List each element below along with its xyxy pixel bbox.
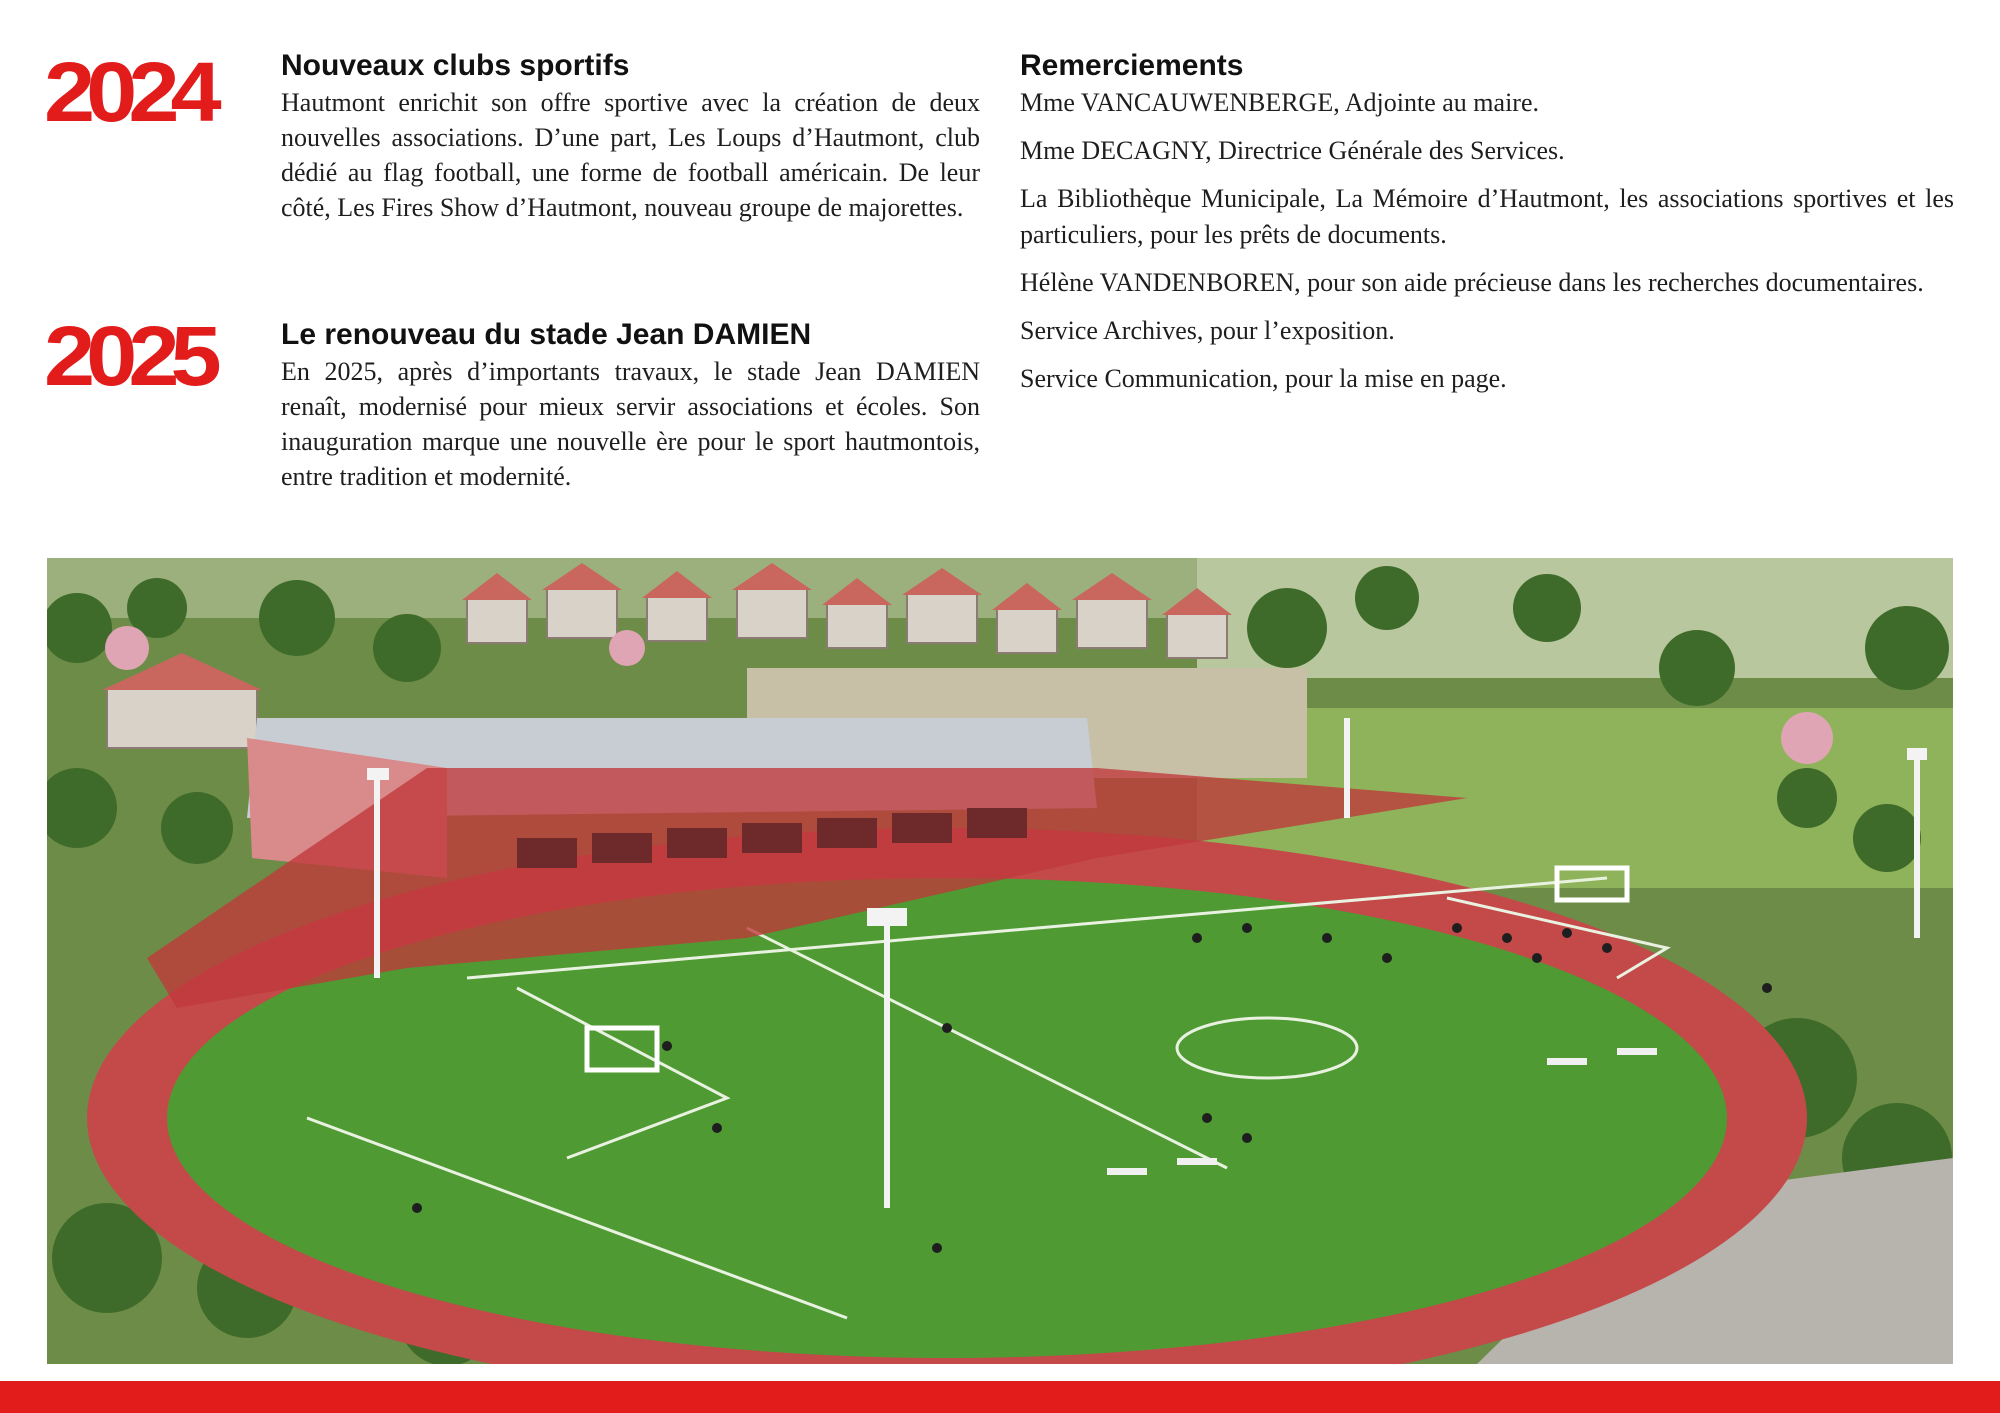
acknowledgement-item: Mme VANCAUWENBERGE, Adjointe au maire. (1020, 88, 1539, 117)
timeline-entry-2025 (281, 316, 980, 494)
stadium-rendering-photo (47, 558, 1953, 1364)
acknowledgement-item: Hélène VANDENBOREN, pour son aide précieuse dans les recherches documentaires. (1020, 268, 1924, 297)
year-2024: 2024 (44, 45, 213, 140)
bottom-accent-bar (0, 1381, 2000, 1413)
acknowledgements (1020, 47, 1954, 409)
entry-title: Le renouveau du stade Jean DAMIEN (281, 318, 812, 351)
acknowledgements-title: Remerciements (1020, 49, 1244, 82)
timeline-entry-2024 (281, 47, 980, 225)
entry-text: Hautmont enrichit son offre sportive avec la création de deux nouvelles associations. D’une part, Les Loups d’Hautmont, club dédié au flag football, une forme de football américain. De leur côté, Les Fires Show d’Hautmont, nouveau groupe de majorettes. (281, 88, 980, 222)
entry-text: En 2025, après d’importants travaux, le stade Jean DAMIEN renaît, modernisé pour mieux servir associations et écoles. Son inauguration marque une nouvelle ère pour le sport hautmontois, entre tradition et modernité. (281, 357, 980, 491)
year-2025: 2025 (44, 309, 213, 404)
acknowledgement-item: Mme DECAGNY, Directrice Générale des Services. (1020, 136, 1565, 165)
acknowledgement-item: Service Communication, pour la mise en page. (1020, 364, 1507, 393)
acknowledgement-item: Service Archives, pour l’exposition. (1020, 316, 1395, 345)
entry-title: Nouveaux clubs sportifs (281, 49, 630, 82)
acknowledgement-item: La Bibliothèque Municipale, La Mémoire d’Hautmont, les associations sportives et les particuliers, pour les prêts de documents. (1020, 184, 1954, 249)
